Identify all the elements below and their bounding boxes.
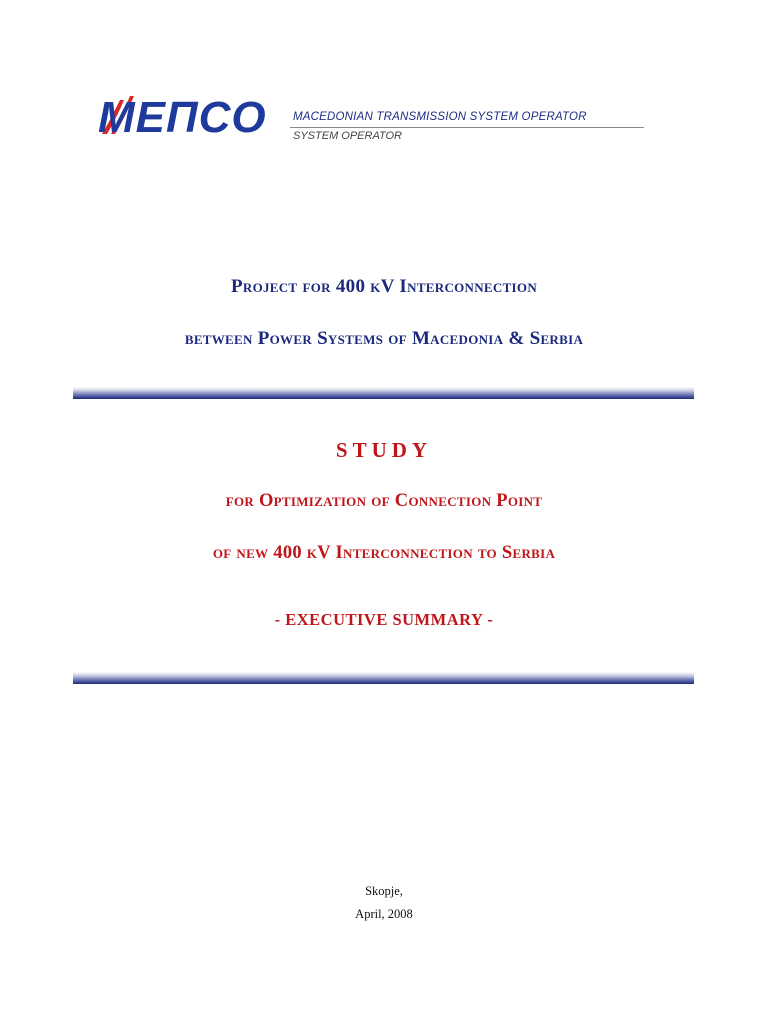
project-title-line1: Project for 400 kV Interconnection (230, 276, 538, 297)
executive-summary-label: - EXECUTIVE SUMMARY - (274, 610, 494, 629)
footer-date: April, 2008 (355, 907, 413, 921)
study-heading: STUDY (335, 438, 433, 462)
footer-city: Skopje, (365, 884, 403, 898)
organization-block (290, 110, 644, 143)
top-divider (73, 387, 694, 399)
organization-name: MACEDONIAN TRANSMISSION SYSTEM OPERATOR (293, 111, 587, 123)
project-title-line2: between Power Systems of Macedonia & Serbia (184, 328, 584, 349)
bottom-divider (73, 672, 694, 684)
mepso-logo (94, 92, 280, 138)
svg-text:МЕПСО: МЕПСО (98, 93, 267, 138)
study-subtitle-line1: for Optimization of Connection Point (225, 491, 543, 511)
organization-rule (290, 127, 644, 128)
organization-subtitle: SYSTEM OPERATOR (293, 130, 403, 142)
study-subtitle-line2: of new 400 kV Interconnection to Serbia (212, 543, 556, 563)
